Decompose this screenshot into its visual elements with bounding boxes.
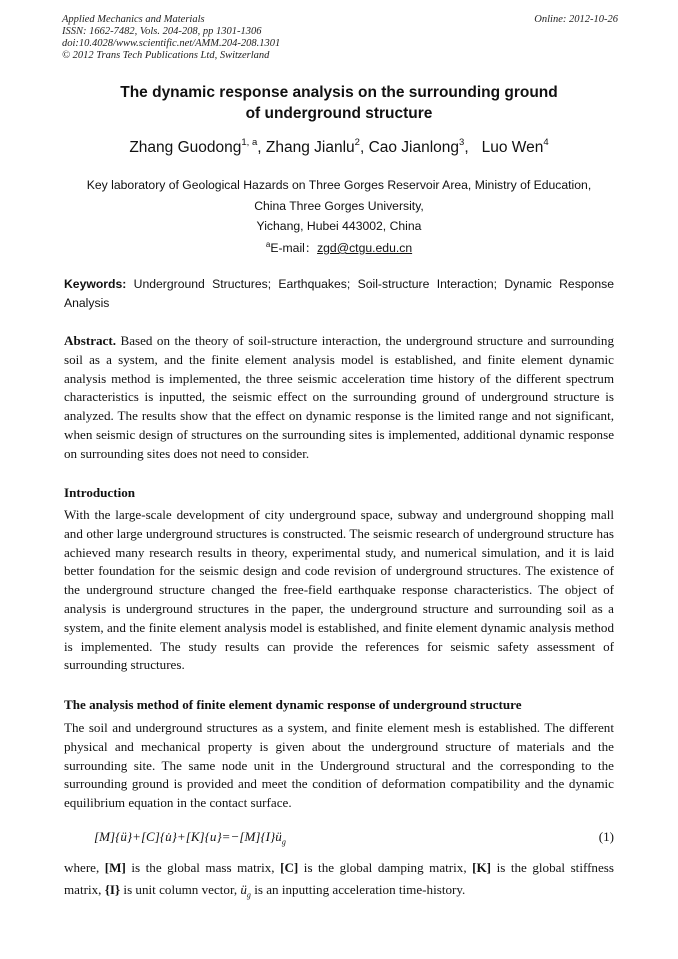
symbol-ug-base: ü [240,882,247,897]
affiliation-line-1: Key laboratory of Geological Hazards on Three Gorges Reservoir Area, Ministry of Education, [86,178,592,192]
equation-1 [94,828,614,850]
author-name: Zhang Guodong [129,139,242,157]
where-text: is the global mass matrix, [125,860,281,875]
author-sep: , [257,139,266,157]
where-text: where, [64,860,105,875]
author-sup: 4 [543,137,549,148]
paper-title [64,82,614,124]
affiliation-line-3: Yichang, Hubei 443002, China [256,219,422,233]
title-line-1: The dynamic response analysis on the surrounding ground [120,84,558,101]
symbol-c: [C] [280,860,299,875]
equation-explanation [64,857,614,907]
introduction-text: With the large-scale development of city underground space, subway and underground shopping mall and other large underground structures is constructed. The seismic research of underground structure has achieved many research results in theory, experimental study, and numerical simulation, and it is laid better foundation for the seismic design and code revision of underground structures. The existence of the underground structure changed the free-field earthquake response characteristics. The object of analysis is underground structures in the paper, the underground structure and surrounding soil as a system, and the finite element analysis model is established, and finite element dynamic analysis method is implemented. The study results can provide the references for seismic safety assessment of surrounding structures. [64,507,614,673]
keywords-text: Underground Structures; Earthquakes; Soil-structure Interaction; Dynamic Response Analysis [64,277,615,310]
journal-name: Applied Mechanics and Materials [62,14,205,25]
issn-line: ISSN: 1662-7482, Vols. 204-208, pp 1301-1306 [62,26,262,37]
introduction-heading: Introduction [64,485,136,500]
where-text: is unit column vector, [120,882,241,897]
online-date: Online: 2012-10-26 [534,14,618,25]
author-sup: 2 [354,137,360,148]
symbol-ug [240,882,251,900]
keywords [64,275,614,313]
affiliation [64,175,614,237]
author-name: Luo Wen [481,139,544,157]
where-text: is the global damping matrix, [298,860,473,875]
title-line-2: of underground structure [245,105,433,122]
author-sup: 3 [459,137,465,148]
equation-subscript: g [281,837,286,847]
journal-header [62,14,618,62]
abstract [64,332,614,464]
keywords-label: Keywords: [64,277,127,291]
author-sep: , [464,139,482,157]
equation-main: [M]{ü}+[C]{u̇}+[K]{u}=−[M]{I}ü [94,829,282,844]
author-list [64,134,614,158]
where-text: is an inputting acceleration time-history. [250,882,466,897]
email-link[interactable]: zgd@ctgu.edu.cn [317,241,413,256]
symbol-ug-sub: g [246,890,251,900]
copyright-line: © 2012 Trans Tech Publications Ltd, Switzerland [62,50,270,61]
affiliation-line-2: China Three Gorges University, [254,198,424,213]
method-heading: The analysis method of finite element dynamic response of underground structure [64,697,522,712]
equation-number: (1) [598,829,614,844]
email-label: E-mail： [270,241,318,256]
email-sup: a [265,240,271,249]
symbol-i: {I} [104,882,121,897]
symbol-m: [M] [104,860,126,875]
author-sup: 1, a [241,137,258,148]
doi-line: doi:10.4028/www.scientific.net/AMM.204-208.1301 [62,38,281,49]
equation-formula [94,828,286,852]
where-text: is the global stiffness matrix, [64,860,614,897]
abstract-text: Based on the theory of soil-structure interaction, the underground structure and surrounding soil as a system, and the finite element analysis model is established, and finite element dynamic analysis method is implemented, the three seismic acceleration time history of the different spectrum characteristics is inputted, the seismic effect on the surrounding ground of underground structure is analyzed. The results show that the effect on dynamic response is the limited range and not significant, when seismic design of structures on the surrounding sites is implemented, additional dynamic response on surrounding sites does not need to consider. [64,333,614,461]
author-name: Zhang Jianlu [265,139,355,157]
author-name: Cao Jianlong [368,139,460,157]
email-line [64,236,614,257]
symbol-k: [K] [472,860,492,875]
abstract-label: Abstract. [64,333,116,348]
method-text: The soil and underground structures as a system, and finite element mesh is established. The different physical and mechanical property is given about the underground structure of materials and the surrounding site. The same node unit in the Underground structural and the corresponding to the surrounding ground is provided and meet the condition of deformation compatibility and the dynamic equilibrium equation in the contact surface. [64,720,614,811]
author-sep: , [359,139,369,157]
